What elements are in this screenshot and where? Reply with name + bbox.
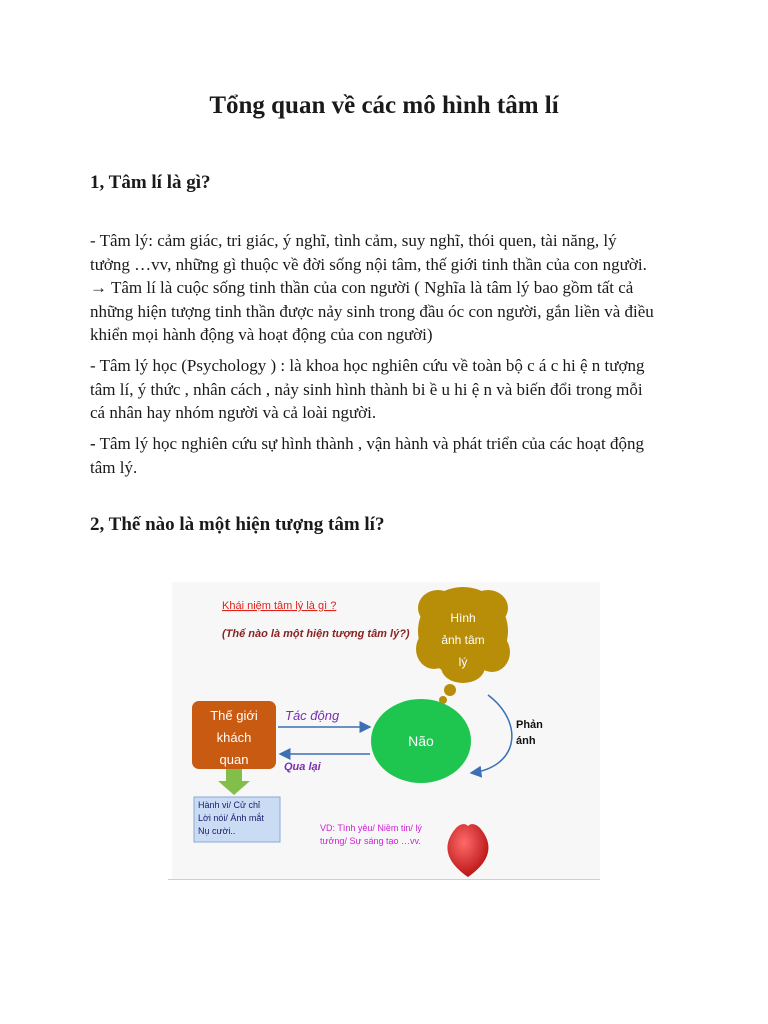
heart-icon	[447, 824, 488, 877]
paragraph-1-line: → Tâm lí là cuộc sống tinh thần của con người ( Nghĩa là tâm lý bao gồm tất cả	[90, 278, 634, 297]
paragraph-2	[90, 354, 680, 425]
page-title: Tổng quan về các mô hình tâm lí	[209, 92, 559, 119]
world-line: Thế giới	[210, 708, 258, 723]
cloud-line: Hình	[450, 611, 476, 625]
section-1-heading: 1, Tâm lí là gì?	[90, 172, 211, 193]
reflect-line: Phản	[516, 719, 543, 731]
behavior-line: Lời nói/ Ánh mắt	[198, 813, 264, 823]
paragraph-3-line: tâm lý.	[90, 457, 138, 477]
reflect-arrow	[471, 695, 512, 773]
concept-diagram	[172, 582, 600, 880]
figure-subtitle: (Thế nào là một hiện tượng tâm lý?)	[222, 628, 410, 640]
paragraph-3-text: Tâm lý học nghiên cứu sự hình thành , vận hành và phát triển của các hoạt động	[95, 434, 644, 453]
paragraph-1	[90, 229, 680, 347]
paragraph-2-line: - Tâm lý học (Psychology ) : là khoa học nghiên cứu về toàn bộ c á c hi ệ n tượng	[90, 356, 645, 375]
paragraph-2-line: tâm lí, ý thức , nhân cách , nảy sinh hình thành bi ề u hi ệ n và biến đổi trong mỗi	[90, 379, 643, 399]
section-2-heading: 2, Thế nào là một hiện tượng tâm lí?	[90, 514, 385, 535]
world-line: quan	[219, 752, 249, 767]
figure-bottom-rule	[168, 879, 600, 880]
paragraph-3-line	[90, 432, 680, 456]
paragraph-3-dash: -	[90, 434, 96, 453]
concept-figure	[172, 582, 600, 880]
mutual-label: Qua lại	[284, 761, 321, 773]
behavior-line: Hành vi/ Cử chỉ	[198, 800, 261, 810]
paragraph-1-line: tưởng …vv, những gì thuộc về đời sống nội tâm, thế giới tinh thần của con người.	[90, 254, 647, 274]
objective-world-box	[192, 701, 276, 769]
cloud-line: lý	[458, 655, 468, 669]
reflect-line: ánh	[516, 735, 536, 747]
paragraph-1-line: khiển mọi hành động và hoạt động của con người)	[90, 325, 433, 344]
paragraph-1-line: những hiện tượng tinh thần được nảy sinh trong đầu óc con người, gắn liền và điều	[90, 301, 654, 321]
behavior-box	[194, 797, 280, 842]
paragraph-2-line: cá nhân hay nhóm người và cả loài người.	[90, 403, 377, 422]
example-line: VD: Tình yêu/ Niềm tin/ lý	[320, 823, 422, 833]
example-line: tưởng/ Sự sáng tạo …vv.	[320, 836, 421, 846]
world-line: khách	[216, 730, 252, 745]
paragraph-3	[90, 432, 680, 479]
behavior-line: Nụ cười..	[198, 826, 236, 836]
down-arrow	[218, 769, 250, 795]
brain-label: Não	[408, 733, 434, 749]
paragraph-1-line: - Tâm lý: cảm giác, tri giác, ý nghĩ, tình cảm, suy nghĩ, thói quen, tài năng, lý	[90, 231, 617, 250]
thought-cloud	[416, 587, 510, 704]
figure-title: Khái niệm tâm lý là gì ?	[222, 600, 337, 612]
cloud-line: ảnh tâm	[441, 633, 485, 647]
impact-label: Tác động	[285, 708, 340, 723]
